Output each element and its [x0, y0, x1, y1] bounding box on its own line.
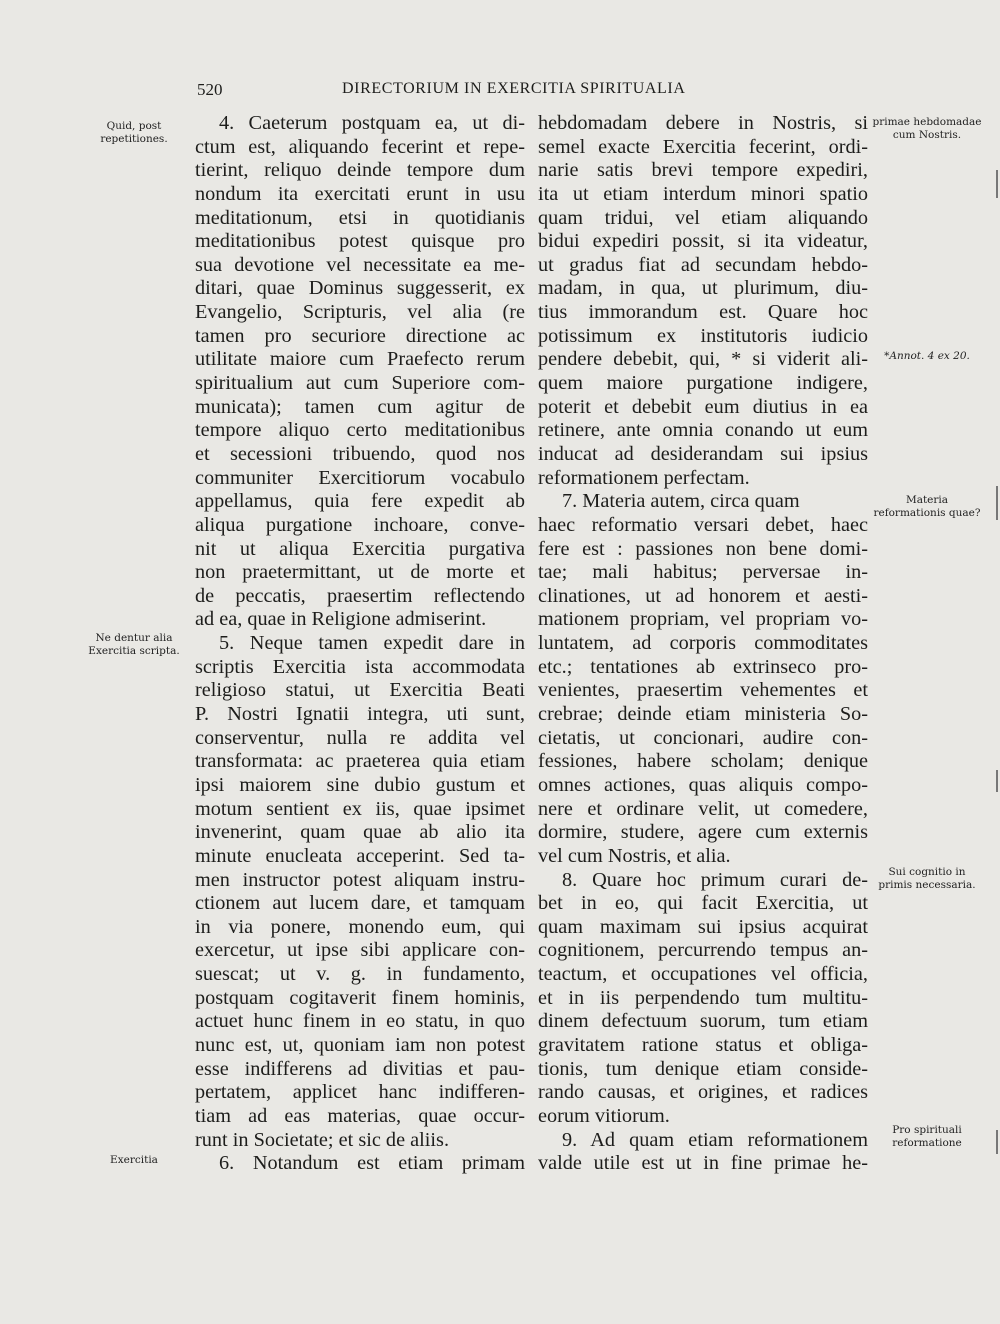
text-line: crebrae; deinde etiam ministeria So-: [538, 703, 868, 726]
text-line: appellamus, quia fere expedit ab: [195, 490, 525, 513]
text-line: conserventur, nulla re addita vel: [195, 726, 525, 749]
text-line: narie satis brevi tempore expediri,: [538, 159, 868, 182]
text-line: poterit et debebit eum diutius in ea: [538, 395, 868, 418]
text-line: tae; mali habitus; perversae in-: [538, 561, 868, 584]
text-line: rando causas, et origines, et radices: [538, 1081, 868, 1104]
text-line: teactum, et occupationes vel officia,: [538, 963, 868, 986]
text-line: minute enucleata acceperint. Sed ta-: [195, 844, 525, 867]
text-line: fessiones, habere scholam; denique: [538, 750, 868, 773]
page-edge-mark: [996, 770, 998, 792]
text-line: Evangelio, Scripturis, vel alia (re: [195, 301, 525, 324]
text-line: potissimum ex institutoris iudicio: [538, 324, 868, 347]
text-line: et in iis perpendendo tum multitu-: [538, 986, 868, 1009]
text-line: tempore aliquo certo meditationibus: [195, 419, 525, 442]
margin-note-right: Sui cognitio in primis necessaria.: [878, 866, 976, 891]
text-line: nondum ita exercitati erunt in usu: [195, 182, 525, 205]
text-line: tierint, reliquo deinde tempore dum: [195, 159, 525, 182]
text-line: bidui expediri possit, si ita videatur,: [538, 230, 868, 253]
text-line: cietatis, ut concionari, audire con-: [538, 726, 868, 749]
page-header: [197, 80, 727, 104]
text-line: retinere, ante omnia conando ut eum: [538, 419, 868, 442]
text-line: mationem propriam, vel propriam vo-: [538, 608, 868, 631]
margin-note-right: Pro spirituali reformatione: [892, 1124, 962, 1149]
text-line: P. Nostri Ignatii integra, uti sunt,: [195, 703, 525, 726]
text-line: suescat; ut v. g. in fundamento,: [195, 963, 525, 986]
margin-note-right: *Annot. 4 ex 20.: [884, 350, 970, 362]
text-line: semel exacte Exercitia fecerint, ordi-: [538, 135, 868, 158]
text-line: municata); tamen cum agitur de: [195, 395, 525, 418]
text-line: etc.; tentationes ab extrinseco pro-: [538, 655, 868, 678]
page-edge-mark: [996, 170, 998, 198]
text-line: hebdomadam debere in Nostris, si: [538, 112, 868, 134]
text-line: quem maiore purgatione indigere,: [538, 372, 868, 395]
text-line: reformationem perfectam.: [538, 466, 750, 489]
text-line: ipsi maiorem sine dubio gustum et: [195, 773, 525, 796]
text-line: venientes, praesertim vehementes et: [538, 679, 868, 702]
text-line: non praetermittant, ut de morte et: [195, 561, 525, 584]
text-line: dinem defectuum suorum, tum etiam: [538, 1010, 868, 1033]
page-number: 520: [197, 80, 223, 99]
text-line: ctum est, aliquando fecerint et repe-: [195, 135, 525, 158]
text-line: meditationum, etsi in quotidianis: [195, 206, 525, 229]
text-line: bet in eo, qui facit Exercitia, ut: [538, 892, 868, 915]
text-line: ctionem aut lucem dare, et tamquam: [195, 892, 525, 915]
text-line: tius immorandum est. Quare hoc: [538, 301, 868, 324]
text-line: vel cum Nostris, et alia.: [538, 844, 731, 867]
text-column-left: [195, 112, 525, 1176]
text-line: eorum vitiorum.: [538, 1104, 670, 1127]
text-line: in via ponere, monendo eum, qui: [195, 915, 525, 938]
text-line: cognitionem, percurrendo tempus an-: [538, 939, 868, 962]
text-line: 7. Materia autem, circa quam: [562, 490, 800, 513]
text-line: communiter Exercitiorum vocabulo: [195, 466, 525, 489]
text-line: tiam ad eas materias, quae occur-: [195, 1104, 525, 1127]
text-line: aliqua purgatione inchoare, conve-: [195, 513, 525, 536]
text-line: nunc est, ut, quoniam iam non potest: [195, 1033, 525, 1056]
text-line: ad ea, quae in Religione admiserint.: [195, 608, 487, 631]
text-line: dormire, studere, agere cum externis: [538, 821, 868, 844]
text-line: spiritualium aut cum Superiore com-: [195, 372, 525, 395]
text-line: utilitate maiore cum Praefecto rerum: [195, 348, 525, 371]
text-line: transformata: ac praeterea quia etiam: [195, 750, 525, 773]
text-line: nit ut aliqua Exercitia purgativa: [195, 537, 525, 560]
running-title: DIRECTORIUM IN EXERCITIA SPIRITUALIA: [342, 80, 686, 97]
text-line: esse indifferens ad divitias et pau-: [195, 1057, 525, 1080]
margin-note-right: Materia reformationis quae?: [873, 494, 981, 519]
text-line: 5. Neque tamen expedit dare in: [219, 632, 525, 655]
text-line: tionis, tum denique etiam conside-: [538, 1057, 868, 1080]
text-line: omnes actiones, quas aliquis compo-: [538, 773, 868, 796]
text-line: men instructor potest aliquam instru-: [195, 868, 525, 891]
text-line: quam tridui, vel etiam aliquando: [538, 206, 868, 229]
text-line: postquam cogitaverit finem hominis,: [195, 986, 525, 1009]
text-line: exercetur, ut ipse sibi applicare con-: [195, 939, 525, 962]
text-line: clinationes, ut ad honorem et aesti-: [538, 584, 868, 607]
margin-note-left: Exercitia: [110, 1154, 158, 1166]
text-line: religioso statui, ut Exercitia Beati: [195, 679, 525, 702]
text-line: quam maximam sui ipsius acquirat: [538, 915, 868, 938]
text-line: haec reformatio versari debet, haec: [538, 513, 868, 536]
text-line: inducat ad desiderandam sui ipsius: [538, 442, 868, 465]
page-edge-mark: [996, 486, 998, 520]
margin-note-left: Quid, post repetitiones.: [100, 120, 168, 145]
text-column-right: [538, 112, 868, 1176]
text-line: pendere debebit, qui, * si viderit ali-: [538, 348, 868, 371]
text-line: et secessioni tribuendo, quod nos: [195, 442, 525, 465]
text-line: fere est : passiones non bene domi-: [538, 537, 868, 560]
text-line: 6. Notandum est etiam primam: [219, 1152, 525, 1175]
text-line: 9. Ad quam etiam reformationem: [562, 1128, 868, 1151]
text-line: meditationibus potest quisque pro: [195, 230, 525, 253]
text-line: valde utile est ut in fine primae he-: [538, 1152, 868, 1175]
text-line: luntatem, ad corporis commoditates: [538, 632, 868, 655]
margin-note-left: Ne dentur alia Exercitia scripta.: [88, 632, 180, 657]
page-edge-mark: [996, 1130, 998, 1154]
text-line: madam, in qua, ut plurimum, diu-: [538, 277, 868, 300]
text-line: ditari, quae Dominus suggesserit, ex: [195, 277, 525, 300]
text-line: pertatem, applicet hanc indifferen-: [195, 1081, 525, 1104]
text-line: ut gradus fiat ad secundam hebdo-: [538, 253, 868, 276]
text-line: invenerint, quam quae ab alio ita: [195, 821, 525, 844]
text-line: nere et ordinare velit, ut comedere,: [538, 797, 868, 820]
text-line: motum sentient ex iis, quae ipsimet: [195, 797, 525, 820]
text-line: sua devotione vel necessitate ea me-: [195, 253, 525, 276]
text-line: ita ut etiam interdum minori spatio: [538, 182, 868, 205]
text-line: 4. Caeterum postquam ea, ut di-: [219, 112, 525, 134]
margin-note-right: primae hebdomadae cum Nostris.: [872, 116, 982, 141]
text-line: scriptis Exercitia ista accommodata: [195, 655, 525, 678]
text-line: gravitatem ratione status et obliga-: [538, 1033, 868, 1056]
text-line: actuet hunc finem in eo statu, in quo: [195, 1010, 525, 1033]
text-line: 8. Quare hoc primum curari de-: [562, 868, 868, 891]
text-line: runt in Societate; et sic de aliis.: [195, 1128, 450, 1151]
text-line: tamen pro securiore directione ac: [195, 324, 525, 347]
text-line: de peccatis, praesertim reflectendo: [195, 584, 525, 607]
